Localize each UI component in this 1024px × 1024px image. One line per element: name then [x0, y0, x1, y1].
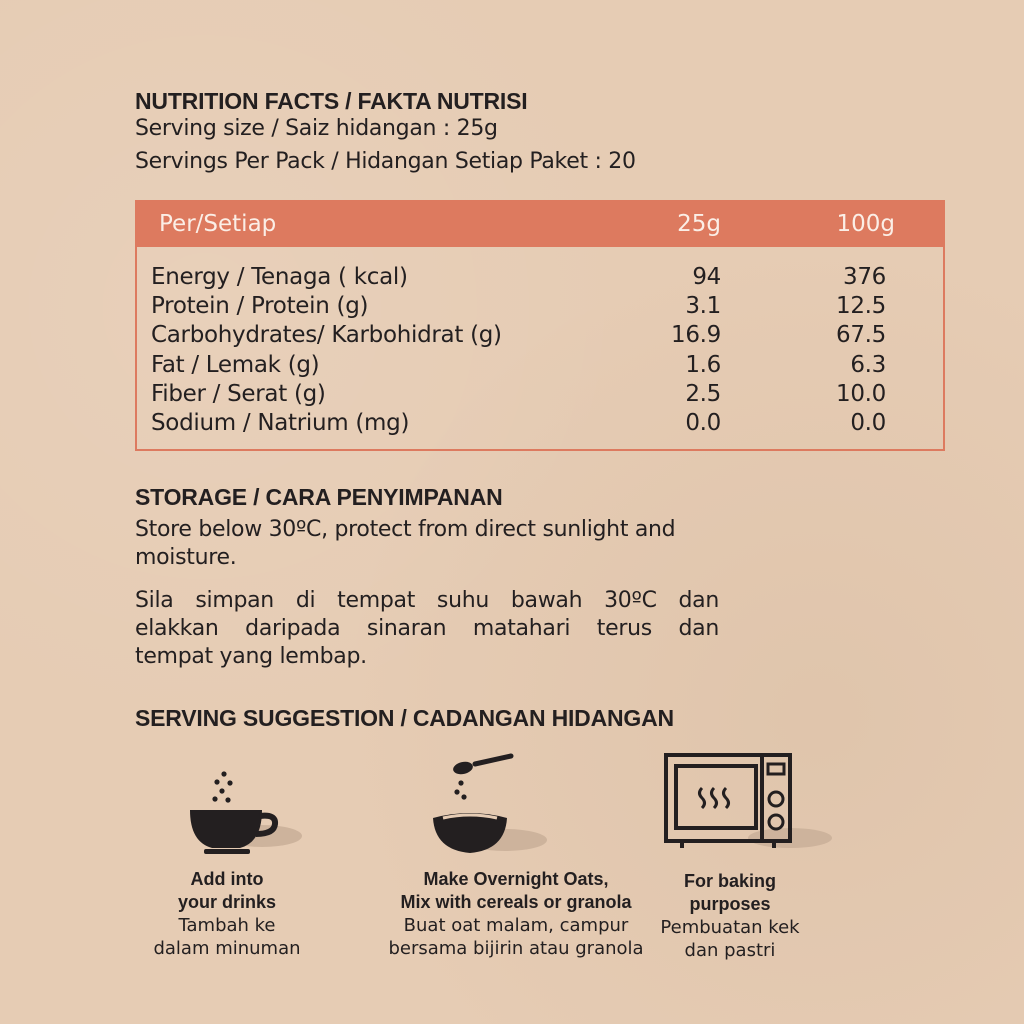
table-row	[137, 264, 943, 293]
header-per: Per/Setiap	[159, 211, 277, 237]
storage-ms-line: Sila simpan di tempat suhu bawah 30ºC dan	[135, 588, 719, 613]
row-value-100g: 10.0	[835, 381, 886, 407]
oven-icon	[662, 752, 837, 856]
storage-ms-line: tempat yang lembap.	[135, 644, 367, 669]
row-value-25g: 2.5	[685, 381, 721, 407]
row-label: Fiber / Serat (g)	[151, 381, 326, 407]
storage-en-line: Store below 30ºC, protect from direct sunlight and	[135, 517, 676, 542]
table-row	[137, 322, 943, 351]
caption-ms: bersama bijirin atau granola	[388, 938, 644, 959]
caption-en: For baking	[683, 871, 776, 891]
caption-en: purposes	[689, 894, 771, 914]
table-row	[137, 293, 943, 322]
caption-drinks	[77, 868, 377, 960]
caption-ms: dan pastri	[684, 940, 776, 961]
table-row	[137, 381, 943, 410]
nutrition-title: NUTRITION FACTS / FAKTA NUTRISI	[135, 88, 528, 114]
table-row	[137, 410, 943, 439]
serving-size: Serving size / Saiz hidangan : 25g	[135, 116, 498, 141]
storage-ms-line: elakkan daripada sinaran matahari terus dan	[135, 616, 719, 641]
row-value-25g: 94	[692, 264, 721, 290]
row-value-100g: 376	[843, 264, 886, 290]
caption-ms: Tambah ke	[178, 915, 276, 936]
caption-en: Add into	[190, 869, 264, 889]
coffee-cup-icon	[180, 762, 310, 862]
table-row	[137, 352, 943, 381]
servings-per-pack: Servings Per Pack / Hidangan Setiap Paket : 20	[135, 149, 636, 174]
caption-baking	[580, 870, 880, 962]
storage-text-ms	[135, 587, 719, 671]
storage-text-en	[135, 516, 725, 572]
header-100g: 100g	[836, 211, 895, 237]
bowl-spoon-icon	[425, 752, 565, 860]
serving-title: SERVING SUGGESTION / CADANGAN HIDANGAN	[135, 705, 674, 731]
caption-ms: Pembuatan kek	[660, 917, 800, 938]
storage-en-line: moisture.	[135, 545, 237, 570]
row-value-100g: 6.3	[850, 352, 886, 378]
header-25g: 25g	[677, 211, 721, 237]
row-value-25g: 3.1	[685, 293, 721, 319]
row-label: Energy / Tenaga ( kcal)	[151, 264, 408, 290]
nutrition-table-header	[137, 202, 943, 247]
row-value-25g: 1.6	[685, 352, 721, 378]
row-value-25g: 0.0	[685, 410, 721, 436]
caption-ms: dalam minuman	[153, 938, 301, 959]
row-label: Fat / Lemak (g)	[151, 352, 320, 378]
row-value-100g: 67.5	[835, 322, 886, 348]
caption-en: your drinks	[177, 892, 277, 912]
caption-ms: Buat oat malam, campur	[403, 915, 629, 936]
row-label: Sodium / Natrium (mg)	[151, 410, 410, 436]
row-label: Carbohydrates/ Karbohidrat (g)	[151, 322, 502, 348]
row-value-25g: 16.9	[670, 322, 721, 348]
nutrition-table	[135, 200, 945, 451]
row-value-100g: 12.5	[835, 293, 886, 319]
storage-title: STORAGE / CARA PENYIMPANAN	[135, 484, 503, 510]
caption-en: Make Overnight Oats,	[423, 869, 609, 889]
row-value-100g: 0.0	[850, 410, 886, 436]
caption-en: Mix with cereals or granola	[400, 892, 632, 912]
row-label: Protein / Protein (g)	[151, 293, 369, 319]
